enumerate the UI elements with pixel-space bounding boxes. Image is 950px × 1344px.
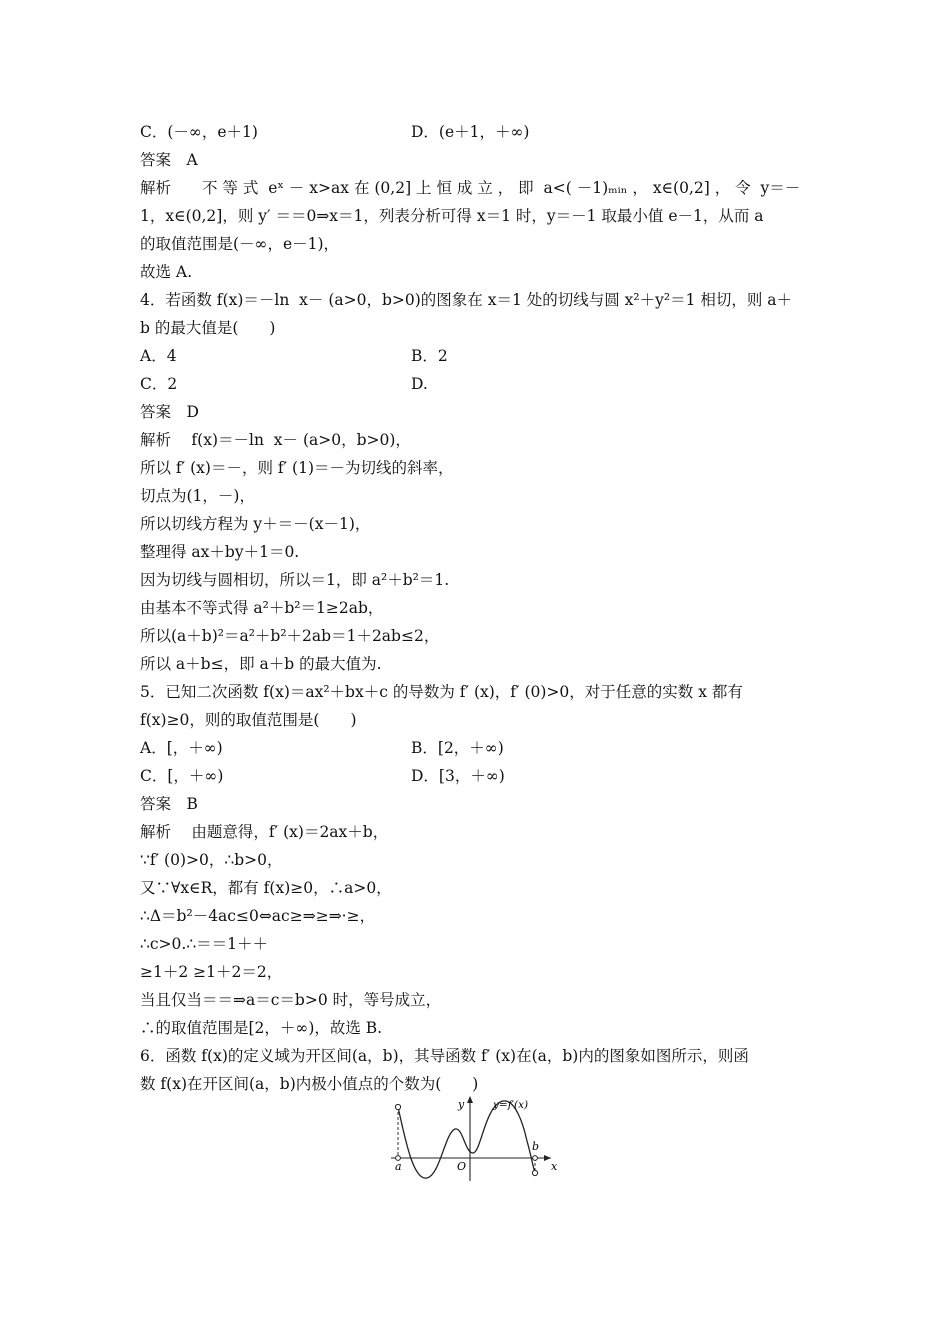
analysis-q4-line8: 所以(a＋b)²＝a²＋b²＋2ab＝1＋2ab≤2，	[140, 627, 440, 645]
origin-label: O	[457, 1160, 467, 1173]
option-a-q4: A．4	[140, 347, 177, 365]
option-d-q4: D.	[411, 375, 428, 393]
analysis-q5-line2: ∵f′ (0)>0，∴b>0，	[140, 851, 283, 869]
analysis-q5-line8: ∴的取值范围是[2，＋∞)，故选 B.	[140, 1019, 383, 1037]
left-open-endpoint	[395, 1104, 400, 1109]
analysis-q3-line3: 的取值范围是(－∞，e－1)，	[140, 235, 340, 253]
analysis-q4-line7: 由基本不等式得 a²＋b²＝1≥2ab，	[140, 599, 384, 617]
analysis-q4-line9: 所以 a＋b≤，即 a＋b 的最大值为.	[140, 655, 382, 673]
analysis-q4-line3: 切点为(1，－)，	[140, 487, 255, 505]
analysis-q3-line4: 故选 A.	[140, 263, 193, 281]
question-6-line2: 数 f(x)在开区间(a，b)内极小值点的个数为( )	[140, 1075, 479, 1093]
analysis-q5-line6: ≥1＋2 ≥1＋2＝2，	[140, 963, 283, 981]
analysis-q4-line1: 解析 f(x)＝－ln x－ (a>0，b>0)，	[140, 431, 411, 449]
derivative-graph	[385, 1093, 565, 1185]
analysis-q3-line1: 解析 不 等 式 eˣ － x>ax 在 (0,2] 上 恒 成 立 ， 即 a<( －1)ₘᵢₙ ， x∈(0,2] ， 令 y＝－	[140, 179, 801, 197]
analysis-q5-line7: 当且仅当＝＝⇒a＝c＝b>0 时，等号成立，	[140, 991, 442, 1009]
answer-q3: 答案 A	[140, 151, 198, 169]
option-a-q5: A．[，＋∞)	[140, 739, 223, 757]
question-5-line2: f(x)≥0，则的取值范围是( )	[140, 711, 357, 729]
b-label: b	[532, 1140, 540, 1153]
option-d-q3: D．(e＋1，＋∞)	[411, 123, 530, 141]
curve-label: y=f′(x)	[493, 1099, 529, 1111]
a-label: a	[395, 1160, 402, 1173]
right-open-endpoint	[532, 1170, 537, 1175]
question-4-line1: 4．若函数 f(x)＝－ln x－ (a>0，b>0)的图象在 x＝1 处的切线与圆 x²＋y²＝1 相切，则 a＋	[140, 291, 793, 309]
analysis-q5-line4: ∴Δ＝b²－4ac≤0⇔ac≥⇒≥⇒·≥，	[140, 907, 376, 925]
option-c-q4: C．2	[140, 375, 178, 393]
y-axis-arrow	[467, 1096, 473, 1103]
analysis-q5-line3: 又∵∀x∈R，都有 f(x)≥0，∴a>0，	[140, 879, 392, 897]
option-c-q3: C．(－∞，e＋1)	[140, 123, 258, 141]
option-c-q5: C．[，＋∞)	[140, 767, 224, 785]
analysis-q5-line5: ∴c>0.∴＝＝1＋＋	[140, 935, 269, 953]
analysis-q4-line5: 整理得 ax＋by＋1＝0.	[140, 543, 300, 561]
derivative-curve	[398, 1101, 535, 1178]
answer-q5: 答案 B	[140, 795, 198, 813]
y-axis-label: y	[458, 1098, 465, 1111]
option-b-q4: B．2	[411, 347, 448, 365]
x-axis-label: x	[551, 1160, 558, 1173]
question-4-line2: b 的最大值是( )	[140, 319, 276, 337]
option-b-q5: B．[2，＋∞)	[411, 739, 504, 757]
question-6-line1: 6．函数 f(x)的定义域为开区间(a，b)，其导函数 f′ (x)在(a，b)内的图象如图所示，则函	[140, 1047, 749, 1065]
x-axis-arrow	[544, 1155, 551, 1161]
answer-q4: 答案 D	[140, 403, 199, 421]
analysis-q4-line4: 所以切线方程为 y＋＝－(x－1)，	[140, 515, 371, 533]
option-d-q5: D．[3，＋∞)	[411, 767, 505, 785]
analysis-q4-line2: 所以 f′ (x)＝－，则 f′ (1)＝－为切线的斜率，	[140, 459, 454, 477]
analysis-q3-line2: 1，x∈(0,2]，则 y′ ＝＝0⇒x＝1，列表分析可得 x＝1 时，y＝－1 取最小值 e－1，从而 a	[140, 207, 764, 225]
analysis-q5-line1: 解析 由题意得，f′ (x)＝2ax＋b，	[140, 823, 389, 841]
question-5-line1: 5．已知二次函数 f(x)＝ax²＋bx＋c 的导数为 f′ (x)，f′ (0)>0，对于任意的实数 x 都有	[140, 683, 743, 701]
analysis-q4-line6: 因为切线与圆相切，所以＝1，即 a²＋b²＝1.	[140, 571, 450, 589]
b-point	[533, 1156, 538, 1161]
